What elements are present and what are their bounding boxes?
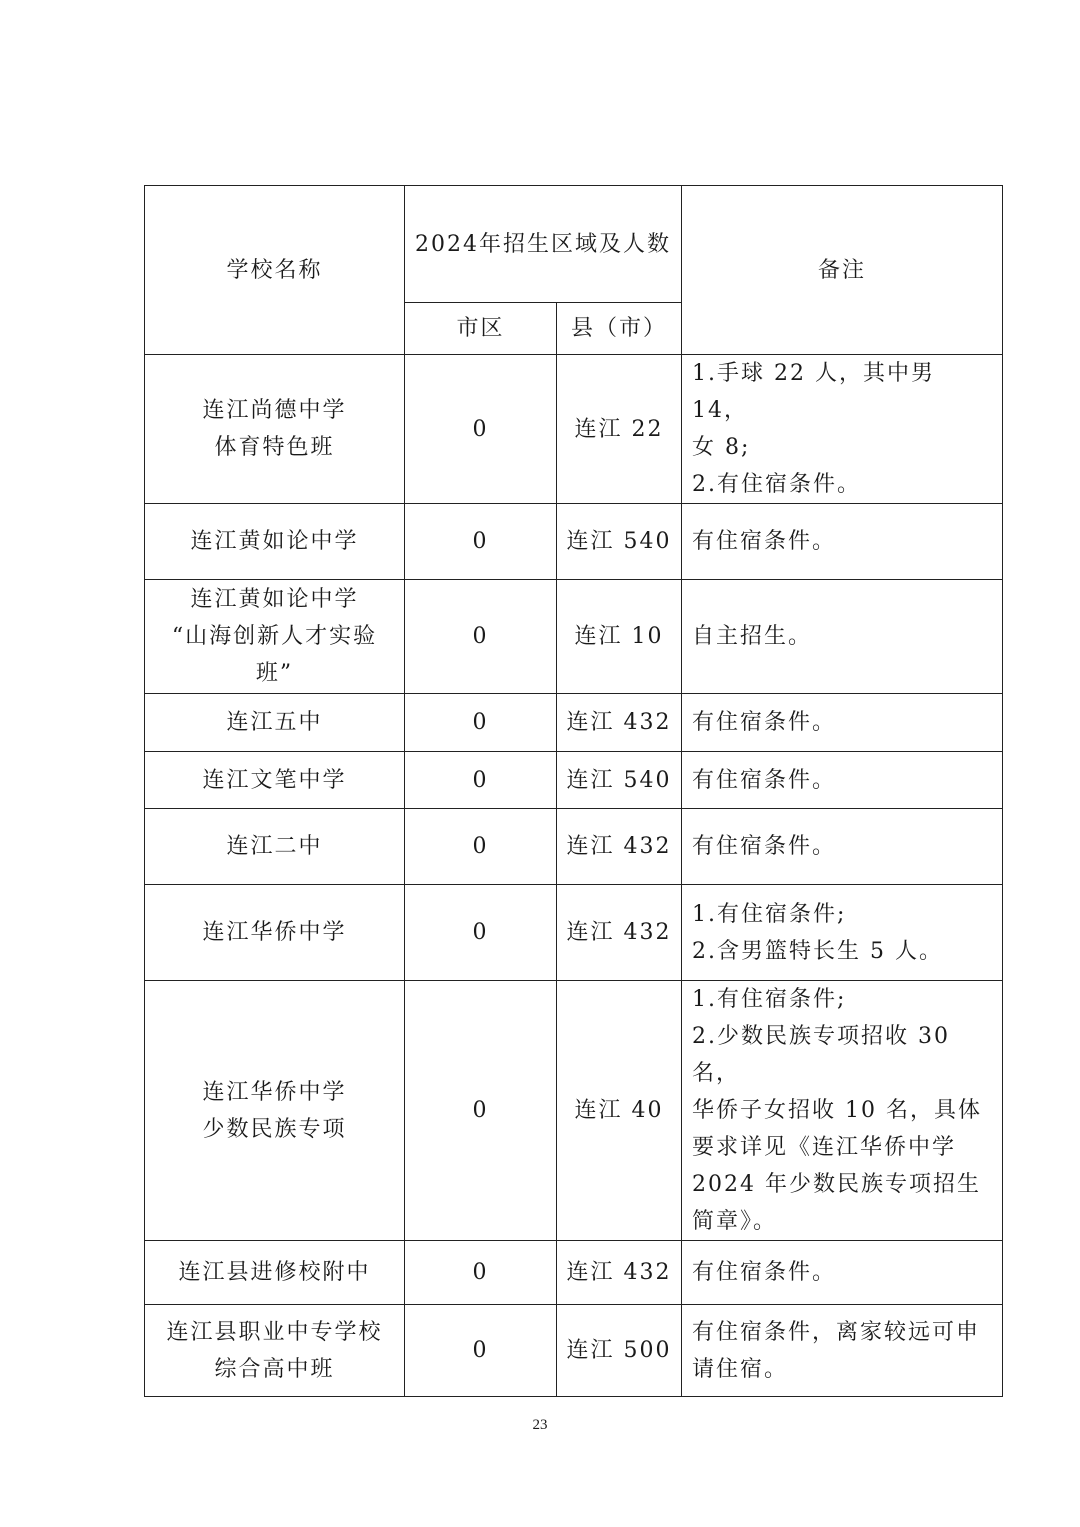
city-quota: 0 xyxy=(405,694,557,752)
school-name: 连江文笔中学 xyxy=(145,752,405,809)
table-row xyxy=(145,504,1003,580)
table-row xyxy=(145,885,1003,981)
table-row xyxy=(145,694,1003,752)
remarks: 1.手球 22 人，其中男 14， 女 8; 2.有住宿条件。 xyxy=(682,355,1003,504)
county-quota: 连江 22 xyxy=(557,355,682,504)
table-row xyxy=(145,981,1003,1241)
remarks: 有住宿条件。 xyxy=(682,809,1003,885)
county-quota: 连江 432 xyxy=(557,809,682,885)
table-row xyxy=(145,1305,1003,1397)
enrollment-table xyxy=(144,185,1003,1397)
school-name: 连江黄如论中学 “山海创新人才实验 班” xyxy=(145,580,405,694)
table-row xyxy=(145,809,1003,885)
city-quota: 0 xyxy=(405,981,557,1241)
table-row xyxy=(145,355,1003,504)
county-quota: 连江 432 xyxy=(557,885,682,981)
remarks: 有住宿条件。 xyxy=(682,694,1003,752)
school-name: 连江二中 xyxy=(145,809,405,885)
remarks: 有住宿条件。 xyxy=(682,752,1003,809)
city-quota: 0 xyxy=(405,1305,557,1397)
header-quota: 2024年招生区域及人数 xyxy=(405,186,682,303)
remarks: 有住宿条件。 xyxy=(682,504,1003,580)
table-row xyxy=(145,580,1003,694)
table-row xyxy=(145,1241,1003,1305)
header-school: 学校名称 xyxy=(145,186,405,355)
city-quota: 0 xyxy=(405,752,557,809)
county-quota: 连江 10 xyxy=(557,580,682,694)
school-name: 连江五中 xyxy=(145,694,405,752)
header-remarks: 备注 xyxy=(682,186,1003,355)
school-name: 连江华侨中学 xyxy=(145,885,405,981)
remarks: 1.有住宿条件; 2.含男篮特长生 5 人。 xyxy=(682,885,1003,981)
remarks: 有住宿条件。 xyxy=(682,1241,1003,1305)
county-quota: 连江 40 xyxy=(557,981,682,1241)
city-quota: 0 xyxy=(405,885,557,981)
county-quota: 连江 500 xyxy=(557,1305,682,1397)
remarks: 自主招生。 xyxy=(682,580,1003,694)
school-name: 连江县职业中专学校 综合高中班 xyxy=(145,1305,405,1397)
school-name: 连江黄如论中学 xyxy=(145,504,405,580)
page-number: 23 xyxy=(532,1417,548,1433)
header-county: 县（市） xyxy=(557,303,682,355)
city-quota: 0 xyxy=(405,504,557,580)
county-quota: 连江 540 xyxy=(557,752,682,809)
remarks: 1.有住宿条件; 2.少数民族专项招收 30 名， 华侨子女招收 10 名，具体 要求详见《连江华侨中学 2024 年少数民族专项招生 简章》。 xyxy=(682,981,1003,1241)
city-quota: 0 xyxy=(405,809,557,885)
county-quota: 连江 432 xyxy=(557,694,682,752)
county-quota: 连江 432 xyxy=(557,1241,682,1305)
county-quota: 连江 540 xyxy=(557,504,682,580)
city-quota: 0 xyxy=(405,580,557,694)
school-name: 连江华侨中学 少数民族专项 xyxy=(145,981,405,1241)
remarks: 有住宿条件，离家较远可申 请住宿。 xyxy=(682,1305,1003,1397)
table-row xyxy=(145,752,1003,809)
school-name: 连江尚德中学 体育特色班 xyxy=(145,355,405,504)
school-name: 连江县进修校附中 xyxy=(145,1241,405,1305)
city-quota: 0 xyxy=(405,355,557,504)
city-quota: 0 xyxy=(405,1241,557,1305)
header-city: 市区 xyxy=(405,303,557,355)
